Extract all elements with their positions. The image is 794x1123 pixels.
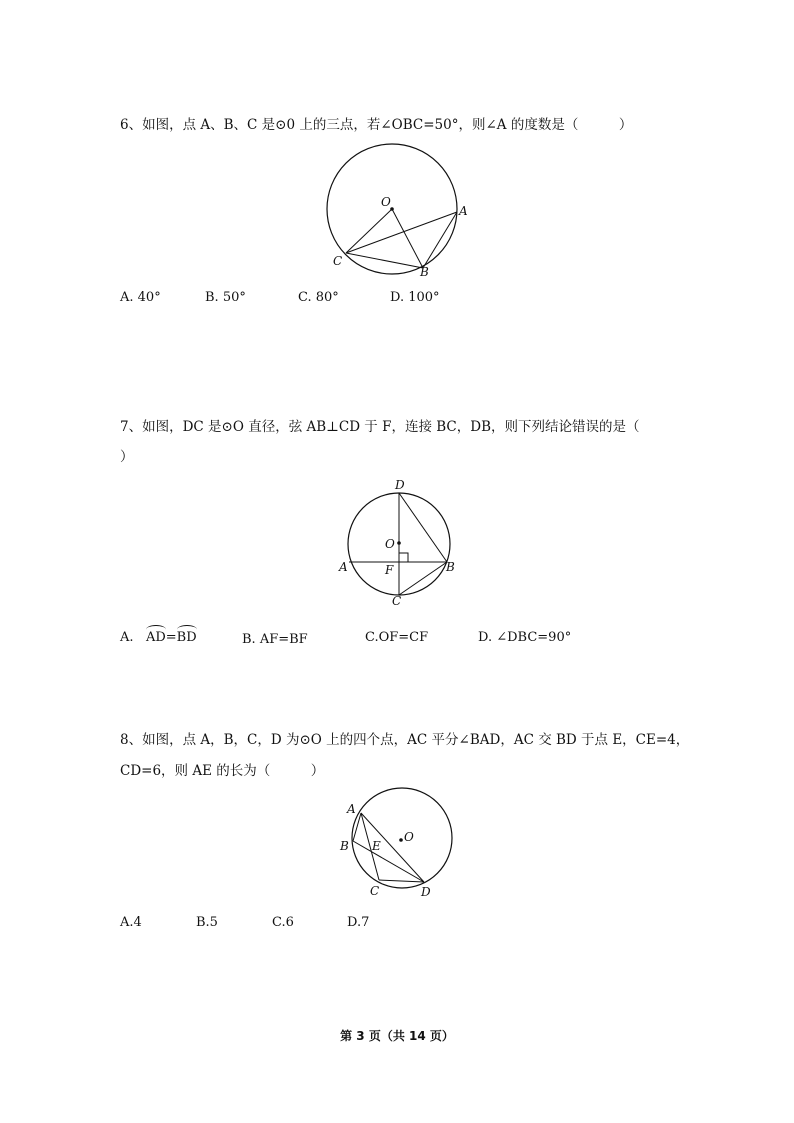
q6-label-o: O: [381, 195, 391, 209]
q7-option-d[interactable]: D. ∠DBC=90°: [478, 630, 572, 645]
q6-segment-ab: [423, 212, 457, 268]
q8-label-d: D: [421, 885, 431, 899]
q6-option-a[interactable]: A. 40°: [120, 290, 161, 305]
q7-label-f: F: [385, 563, 394, 577]
q7-option-c[interactable]: C.OF=CF: [365, 630, 429, 645]
q8-center-dot: [399, 838, 403, 842]
q8-label-e: E: [372, 839, 381, 853]
q7-option-b[interactable]: B. AF=BF: [242, 632, 308, 647]
q8-segment-bd: [353, 841, 424, 882]
q6-label-b: B: [420, 265, 429, 279]
q8-circle: [352, 788, 452, 888]
q7-segment-bc: [399, 562, 447, 595]
q7-label-o: O: [385, 537, 395, 551]
q8-label-o: O: [404, 830, 414, 844]
q6-segment-ob: [392, 209, 423, 268]
q7-stem-line2: ）: [120, 449, 134, 465]
q7-option-a-prefix: A.: [120, 630, 134, 645]
q6-label-c: C: [333, 254, 343, 268]
q7-option-a[interactable]: [120, 630, 197, 645]
page-footer: 第 3 页（共 14 页）: [340, 1029, 454, 1043]
q8-stem-line2: CD=6，则 AE 的长为（ ）: [120, 763, 325, 779]
q6-label-a: A: [459, 204, 468, 218]
q6-figure: [320, 140, 470, 280]
q6-stem: 6、如图，点 A、B、C 是⊙0 上的三点，若∠OBC=50°，则∠A 的度数是（ ）: [120, 117, 633, 133]
q7-label-d: D: [395, 478, 405, 492]
q8-label-b: B: [340, 839, 349, 853]
q7-center-dot: [397, 541, 401, 545]
q7-label-c: C: [392, 594, 402, 608]
q8-label-c: C: [370, 884, 380, 898]
q7-stem-line1: 7、如图，DC 是⊙O 直径，弦 AB⊥CD 于 F，连接 BC，DB，则下列结论错误的是（: [120, 419, 640, 435]
q6-segment-ca: [346, 212, 457, 253]
q8-option-a[interactable]: A.4: [120, 915, 142, 930]
q7-option-a-equals: =: [165, 630, 177, 645]
q8-segment-cd: [379, 880, 424, 882]
q6-option-d[interactable]: D. 100°: [390, 290, 440, 305]
q7-option-a-arc-ad: AD: [145, 630, 166, 645]
q8-figure: [336, 785, 461, 900]
q6-segment-oc: [346, 209, 392, 253]
q7-figure: [334, 476, 464, 611]
q7-label-b: B: [446, 560, 455, 574]
q6-segment-cb: [346, 253, 423, 268]
q8-option-d[interactable]: D.7: [347, 915, 370, 930]
q7-option-a-arc-bd: BD: [176, 630, 197, 645]
q8-label-a: A: [347, 802, 356, 816]
q8-option-c[interactable]: C.6: [272, 915, 294, 930]
q6-option-c[interactable]: C. 80°: [298, 290, 339, 305]
q6-option-b[interactable]: B. 50°: [205, 290, 246, 305]
q7-segment-db: [399, 493, 447, 562]
q7-right-angle-mark: [399, 553, 408, 562]
q7-label-a: A: [339, 560, 348, 574]
q8-stem-line1: 8、如图，点 A，B，C，D 为⊙O 上的四个点，AC 平分∠BAD，AC 交 BD 于点 E，CE=4，: [120, 732, 690, 748]
q8-option-b[interactable]: B.5: [196, 915, 218, 930]
